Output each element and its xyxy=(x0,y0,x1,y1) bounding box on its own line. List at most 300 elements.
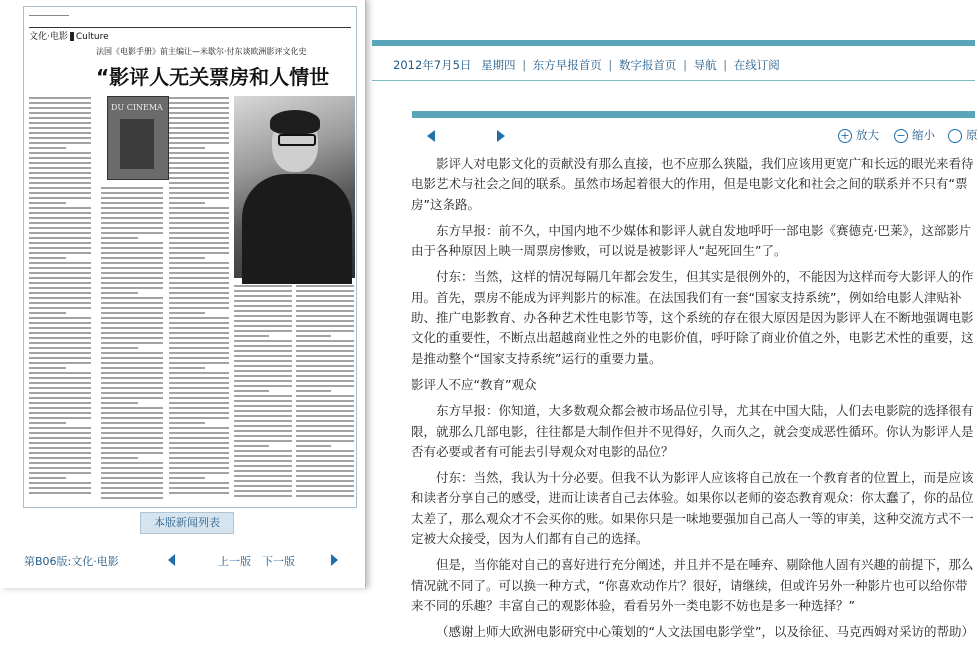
text-line-placeholder xyxy=(101,262,163,264)
text-line-placeholder xyxy=(101,467,163,469)
text-line-placeholder xyxy=(101,402,138,404)
text-line-placeholder xyxy=(169,222,229,224)
text-line-placeholder xyxy=(234,390,269,392)
text-line-placeholder xyxy=(101,452,163,454)
text-line-placeholder xyxy=(101,327,163,329)
text-line-placeholder xyxy=(29,157,91,159)
text-line-placeholder xyxy=(101,387,163,389)
text-line-placeholder xyxy=(234,375,292,377)
text-line-placeholder xyxy=(29,112,91,114)
text-column-4 xyxy=(234,285,292,500)
text-line-placeholder xyxy=(29,417,91,419)
text-line-placeholder xyxy=(234,310,292,312)
text-line-placeholder xyxy=(169,107,229,109)
text-line-placeholder xyxy=(296,360,354,362)
text-line-placeholder xyxy=(169,452,229,454)
text-line-placeholder xyxy=(101,297,163,299)
text-line-placeholder xyxy=(296,435,354,437)
text-line-placeholder xyxy=(29,422,66,424)
text-line-placeholder xyxy=(234,445,269,447)
text-line-placeholder xyxy=(29,182,91,184)
text-line-placeholder xyxy=(101,397,163,399)
text-line-placeholder xyxy=(169,482,229,484)
text-line-placeholder xyxy=(29,312,66,314)
nav-separator: | xyxy=(683,58,687,72)
photo-glasses-shape xyxy=(278,134,316,146)
text-line-placeholder xyxy=(169,492,229,494)
text-line-placeholder xyxy=(29,162,91,164)
text-line-placeholder xyxy=(29,127,91,129)
section-divider xyxy=(70,32,74,41)
text-line-placeholder xyxy=(296,350,354,352)
text-line-placeholder xyxy=(101,277,163,279)
text-line-placeholder xyxy=(296,340,354,342)
text-line-placeholder xyxy=(169,112,229,114)
text-line-placeholder xyxy=(101,187,163,189)
text-line-placeholder xyxy=(169,157,229,159)
text-line-placeholder xyxy=(296,365,354,367)
text-line-placeholder xyxy=(29,202,66,204)
text-line-placeholder xyxy=(169,132,229,134)
text-line-placeholder xyxy=(101,242,163,244)
text-line-placeholder xyxy=(169,247,229,249)
text-line-placeholder xyxy=(169,292,229,294)
text-line-placeholder xyxy=(101,422,163,424)
text-line-placeholder xyxy=(234,305,292,307)
text-line-placeholder xyxy=(29,482,91,484)
text-line-placeholder xyxy=(101,477,163,479)
text-line-placeholder xyxy=(296,310,354,312)
text-line-placeholder xyxy=(101,272,163,274)
article-subheading: 影评人不应“教育”观众 xyxy=(411,376,537,392)
text-line-placeholder xyxy=(169,277,229,279)
text-line-placeholder xyxy=(234,335,269,337)
next-edition-link[interactable]: 下一版 xyxy=(262,555,295,568)
nav-link-home[interactable]: 东方早报首页 xyxy=(532,58,602,72)
text-line-placeholder xyxy=(169,462,229,464)
text-line-placeholder xyxy=(234,415,292,417)
text-line-placeholder xyxy=(101,382,163,384)
text-line-placeholder xyxy=(296,405,354,407)
text-line-placeholder xyxy=(234,435,292,437)
zoom-in-button[interactable] xyxy=(838,127,879,143)
text-line-placeholder xyxy=(169,252,229,254)
text-line-placeholder xyxy=(101,392,163,394)
text-line-placeholder xyxy=(29,382,91,384)
text-line-placeholder xyxy=(101,497,163,499)
text-line-placeholder xyxy=(101,282,163,284)
article-paragraph: 东方早报：前不久，中国内地不少媒体和影评人就自发地呼吁一部电影《赛德克·巴莱》，这部影片由于各种原因上映一周票房惨败，可以说是被影评人“起死回生”了。 xyxy=(411,222,972,259)
text-line-placeholder xyxy=(29,347,91,349)
text-line-placeholder xyxy=(29,297,91,299)
section-name-en: Culture xyxy=(75,32,109,42)
text-line-placeholder xyxy=(101,357,163,359)
text-line-placeholder xyxy=(296,320,354,322)
text-line-placeholder xyxy=(169,337,229,339)
text-line-placeholder xyxy=(169,407,229,409)
text-line-placeholder xyxy=(296,385,354,387)
text-line-placeholder xyxy=(296,425,354,427)
text-line-placeholder xyxy=(234,340,292,342)
text-line-placeholder xyxy=(296,460,354,462)
text-line-placeholder xyxy=(29,377,91,379)
text-line-placeholder xyxy=(169,377,229,379)
text-line-placeholder xyxy=(296,330,354,332)
text-line-placeholder xyxy=(29,277,91,279)
text-line-placeholder xyxy=(29,402,91,404)
text-line-placeholder xyxy=(169,122,229,124)
text-line-placeholder xyxy=(29,367,66,369)
text-line-placeholder xyxy=(234,285,292,287)
article-top-rule xyxy=(412,111,975,118)
text-line-placeholder xyxy=(101,487,163,489)
text-line-placeholder xyxy=(101,377,163,379)
text-line-placeholder xyxy=(29,387,91,389)
text-line-placeholder xyxy=(169,177,229,179)
text-line-placeholder xyxy=(234,385,292,387)
nav-separator: | xyxy=(522,58,527,72)
text-line-placeholder xyxy=(169,127,229,129)
text-line-placeholder xyxy=(101,347,138,349)
text-line-placeholder xyxy=(234,405,292,407)
text-line-placeholder xyxy=(169,237,229,239)
text-line-placeholder xyxy=(29,317,91,319)
text-line-placeholder xyxy=(101,332,163,334)
text-line-placeholder xyxy=(169,117,229,119)
text-line-placeholder xyxy=(29,212,91,214)
text-line-placeholder xyxy=(234,370,292,372)
prev-page-arrow-icon[interactable] xyxy=(168,554,175,566)
text-line-placeholder xyxy=(101,252,163,254)
text-line-placeholder xyxy=(296,445,331,447)
text-line-placeholder xyxy=(169,147,205,149)
text-line-placeholder xyxy=(296,415,354,417)
text-line-placeholder xyxy=(296,455,354,457)
nav-separator: | xyxy=(723,58,728,72)
page-label: 第B06版:文化·电影 xyxy=(24,555,119,568)
text-line-placeholder xyxy=(29,487,91,489)
text-line-placeholder xyxy=(234,380,292,382)
text-line-placeholder xyxy=(101,442,163,444)
text-line-placeholder xyxy=(101,307,163,309)
text-line-placeholder xyxy=(169,267,229,269)
text-line-placeholder xyxy=(169,262,229,264)
zoom-out-label: 缩小 xyxy=(912,128,935,142)
text-line-placeholder xyxy=(29,167,91,169)
text-line-placeholder xyxy=(169,322,229,324)
text-line-placeholder xyxy=(29,472,91,474)
newspaper-page-image[interactable] xyxy=(23,6,357,508)
text-line-placeholder xyxy=(101,417,163,419)
text-line-placeholder xyxy=(296,295,354,297)
text-line-placeholder xyxy=(29,117,91,119)
text-line-placeholder xyxy=(101,207,163,209)
text-line-placeholder xyxy=(169,217,229,219)
text-line-placeholder xyxy=(169,437,229,439)
section-rule xyxy=(29,27,351,28)
text-line-placeholder xyxy=(296,450,354,452)
text-line-placeholder xyxy=(29,372,91,374)
text-line-placeholder xyxy=(169,207,229,209)
text-line-placeholder xyxy=(234,480,292,482)
text-line-placeholder xyxy=(29,427,91,429)
text-line-placeholder xyxy=(169,467,229,469)
text-line-placeholder xyxy=(296,380,354,382)
text-line-placeholder xyxy=(101,257,163,259)
zoom-out-button[interactable] xyxy=(894,127,935,143)
text-line-placeholder xyxy=(234,410,292,412)
zoom-out-icon: − xyxy=(894,129,908,143)
text-line-placeholder xyxy=(29,257,66,259)
text-line-placeholder xyxy=(29,137,91,139)
text-line-placeholder xyxy=(169,447,229,449)
text-line-placeholder xyxy=(29,152,91,154)
text-line-placeholder xyxy=(234,290,292,292)
text-line-placeholder xyxy=(29,287,91,289)
text-line-placeholder xyxy=(234,400,292,402)
text-column-1 xyxy=(29,97,91,497)
nav-link-navigation[interactable]: 导航 xyxy=(693,58,717,72)
masthead-placeholder xyxy=(29,15,69,16)
text-line-placeholder xyxy=(169,102,229,104)
text-line-placeholder xyxy=(169,297,229,299)
text-line-placeholder xyxy=(29,412,91,414)
text-line-placeholder xyxy=(234,430,292,432)
text-line-placeholder xyxy=(29,352,91,354)
nav-link-subscribe[interactable]: 在线订阅 xyxy=(733,58,780,72)
text-line-placeholder xyxy=(234,455,292,457)
text-line-placeholder xyxy=(234,420,292,422)
text-column-3 xyxy=(169,97,229,497)
prev-edition-link[interactable]: 上一版 xyxy=(218,555,251,568)
text-line-placeholder xyxy=(29,197,91,199)
text-line-placeholder xyxy=(101,287,163,289)
text-line-placeholder xyxy=(29,187,91,189)
zoom-reset-icon xyxy=(948,129,962,143)
magazine-cover-image xyxy=(107,96,169,180)
text-line-placeholder xyxy=(296,470,354,472)
text-line-placeholder xyxy=(101,212,163,214)
text-line-placeholder xyxy=(29,177,91,179)
text-line-placeholder xyxy=(29,302,91,304)
text-line-placeholder xyxy=(169,352,229,354)
page-article-list-button[interactable]: 本版新闻列表 xyxy=(140,512,234,534)
text-line-placeholder xyxy=(169,362,229,364)
text-line-placeholder xyxy=(29,107,91,109)
text-line-placeholder xyxy=(169,282,229,284)
text-line-placeholder xyxy=(29,222,91,224)
text-line-placeholder xyxy=(101,322,163,324)
text-line-placeholder xyxy=(296,300,354,302)
text-line-placeholder xyxy=(101,337,163,339)
text-line-placeholder xyxy=(296,395,354,397)
text-line-placeholder xyxy=(234,355,292,357)
text-line-placeholder xyxy=(29,132,91,134)
text-line-placeholder xyxy=(169,152,229,154)
text-line-placeholder xyxy=(296,475,354,477)
text-line-placeholder xyxy=(101,457,138,459)
text-line-placeholder xyxy=(234,345,292,347)
prev-article-arrow-icon[interactable] xyxy=(427,130,435,142)
text-line-placeholder xyxy=(234,495,292,497)
text-line-placeholder xyxy=(169,487,229,489)
top-navigation xyxy=(393,57,780,73)
text-line-placeholder xyxy=(29,332,91,334)
text-line-placeholder xyxy=(29,232,91,234)
text-line-placeholder xyxy=(169,187,229,189)
text-line-placeholder xyxy=(169,257,205,259)
text-line-placeholder xyxy=(101,362,163,364)
text-line-placeholder xyxy=(169,97,229,99)
text-line-placeholder xyxy=(234,315,292,317)
text-line-placeholder xyxy=(296,420,354,422)
text-line-placeholder xyxy=(29,337,91,339)
zoom-reset-label: 原 xyxy=(966,128,978,142)
next-article-arrow-icon[interactable] xyxy=(497,130,505,142)
text-line-placeholder xyxy=(169,332,229,334)
zoom-in-icon: + xyxy=(838,129,852,143)
text-line-placeholder xyxy=(101,217,163,219)
text-line-placeholder xyxy=(101,267,163,269)
article-paragraph: 东方早报：你知道，大多数观众都会被市场品位引导，尤其在中国大陆，人们去电影院的选择很有限，就那么几部电影，往往都是大制作但并不见得好，久而久之，就会变成恶性循环。你认为影评人是否有必要或者有可能去引导观众对电影的品位？ xyxy=(411,403,974,459)
text-line-placeholder xyxy=(101,192,163,194)
text-line-placeholder xyxy=(296,465,354,467)
text-line-placeholder xyxy=(29,242,91,244)
text-line-placeholder xyxy=(296,335,331,337)
text-line-placeholder xyxy=(29,262,91,264)
text-line-placeholder xyxy=(101,432,163,434)
text-line-placeholder xyxy=(101,472,163,474)
text-line-placeholder xyxy=(101,222,163,224)
magazine-title: DU CINEMA xyxy=(111,103,163,112)
interviewee-photo xyxy=(234,96,355,278)
text-line-placeholder xyxy=(29,467,91,469)
article-deck: 法国《电影手册》前主编让—米歇尔·付东谈欧洲影评文化史 xyxy=(96,47,307,56)
text-line-placeholder xyxy=(101,367,163,369)
text-line-placeholder xyxy=(101,232,163,234)
text-line-placeholder xyxy=(101,312,163,314)
text-line-placeholder xyxy=(234,360,292,362)
text-line-placeholder xyxy=(234,460,292,462)
text-line-placeholder xyxy=(101,237,138,239)
text-line-placeholder xyxy=(234,465,292,467)
text-line-placeholder xyxy=(169,422,205,424)
text-line-placeholder xyxy=(234,490,292,492)
text-line-placeholder xyxy=(234,485,292,487)
text-line-placeholder xyxy=(169,317,229,319)
nav-rule xyxy=(372,80,975,81)
text-line-placeholder xyxy=(101,342,163,344)
text-line-placeholder xyxy=(169,162,229,164)
text-line-placeholder xyxy=(29,147,66,149)
article-paragraph: 付东：当然，这样的情况每隔几年都会发生，但其实是很例外的，不能因为这样而夸大影评人的作用。首先，票房不能成为评判影片的标准。在法国我们有一套“国家支持系统”，例如给电影人津贴补助、推广电影教育、办各种艺术性电影节等，这个系统的存在很大原因是因为影评人在不断地强调电影文化的重要性，不断点出超越商业性之外的电影价值，呼吁除了商业价值之外，电影艺术性的重要，这是推动整个“国家支持系统”运行的重要力量。 xyxy=(411,269,974,366)
text-line-placeholder xyxy=(234,330,292,332)
text-line-placeholder xyxy=(234,320,292,322)
text-line-placeholder xyxy=(169,357,229,359)
text-line-placeholder xyxy=(296,485,354,487)
photo-hair-shape xyxy=(270,110,320,134)
text-line-placeholder xyxy=(169,302,229,304)
text-line-placeholder xyxy=(101,492,163,494)
text-line-placeholder xyxy=(29,252,91,254)
text-line-placeholder xyxy=(234,365,292,367)
text-line-placeholder xyxy=(296,315,354,317)
text-line-placeholder xyxy=(296,345,354,347)
text-line-placeholder xyxy=(169,137,229,139)
text-line-placeholder xyxy=(169,312,205,314)
text-line-placeholder xyxy=(29,97,91,99)
text-line-placeholder xyxy=(234,425,292,427)
article-body xyxy=(411,154,975,649)
text-line-placeholder xyxy=(296,290,354,292)
text-line-placeholder xyxy=(101,352,163,354)
text-column-2 xyxy=(101,187,163,502)
text-line-placeholder xyxy=(29,282,91,284)
text-line-placeholder xyxy=(29,457,91,459)
text-line-placeholder xyxy=(169,242,229,244)
nav-separator: | xyxy=(608,58,613,72)
next-page-arrow-icon[interactable] xyxy=(331,554,338,566)
zoom-in-label: 放大 xyxy=(856,128,879,142)
text-line-placeholder xyxy=(169,227,229,229)
text-line-placeholder xyxy=(234,300,292,302)
text-line-placeholder xyxy=(101,292,138,294)
text-line-placeholder xyxy=(29,462,91,464)
text-line-placeholder xyxy=(29,122,91,124)
text-line-placeholder xyxy=(29,247,91,249)
text-line-placeholder xyxy=(296,375,354,377)
zoom-reset-button[interactable] xyxy=(948,127,978,143)
text-line-placeholder xyxy=(29,102,91,104)
text-line-placeholder xyxy=(169,382,229,384)
text-line-placeholder xyxy=(29,267,91,269)
text-line-placeholder xyxy=(169,432,229,434)
text-line-placeholder xyxy=(169,202,205,204)
text-line-placeholder xyxy=(169,427,229,429)
text-line-placeholder xyxy=(169,397,229,399)
text-line-placeholder xyxy=(29,142,91,144)
article-headline: “影评人无关票房和人情世 xyxy=(96,65,330,89)
text-line-placeholder xyxy=(234,350,292,352)
text-line-placeholder xyxy=(169,142,229,144)
text-line-placeholder xyxy=(29,272,91,274)
text-line-placeholder xyxy=(101,437,163,439)
text-line-placeholder xyxy=(234,295,292,297)
text-line-placeholder xyxy=(29,432,91,434)
text-line-placeholder xyxy=(296,355,354,357)
text-line-placeholder xyxy=(101,372,163,374)
article-paragraph: 影评人对电影文化的贡献没有那么直接，也不应那么狭隘，我们应该用更宽广和长远的眼光来看待电影艺术与社会之间的联系。虽然市场起着很大的作用，但是电影文化和社会之间的联系并不只有“票房”这条路。 xyxy=(411,156,974,212)
text-line-placeholder xyxy=(29,227,91,229)
nav-link-digital-home[interactable]: 数字报首页 xyxy=(618,58,677,72)
text-line-placeholder xyxy=(296,480,354,482)
text-line-placeholder xyxy=(169,347,229,349)
text-line-placeholder xyxy=(29,237,91,239)
text-line-placeholder xyxy=(169,307,229,309)
text-line-placeholder xyxy=(29,442,91,444)
text-line-placeholder xyxy=(234,450,292,452)
text-line-placeholder xyxy=(29,342,91,344)
text-line-placeholder xyxy=(29,437,91,439)
text-line-placeholder xyxy=(296,305,354,307)
text-line-placeholder xyxy=(234,325,292,327)
text-line-placeholder xyxy=(101,427,163,429)
article-acknowledgement: （感谢上师大欧洲电影研究中心策划的“人文法国电影学堂”，以及徐征、马克西姆对采访的帮助） xyxy=(436,624,974,640)
date-text: 2012年7月5日 xyxy=(393,58,472,72)
text-line-placeholder xyxy=(169,442,229,444)
text-line-placeholder xyxy=(296,495,354,497)
text-line-placeholder xyxy=(169,457,229,459)
